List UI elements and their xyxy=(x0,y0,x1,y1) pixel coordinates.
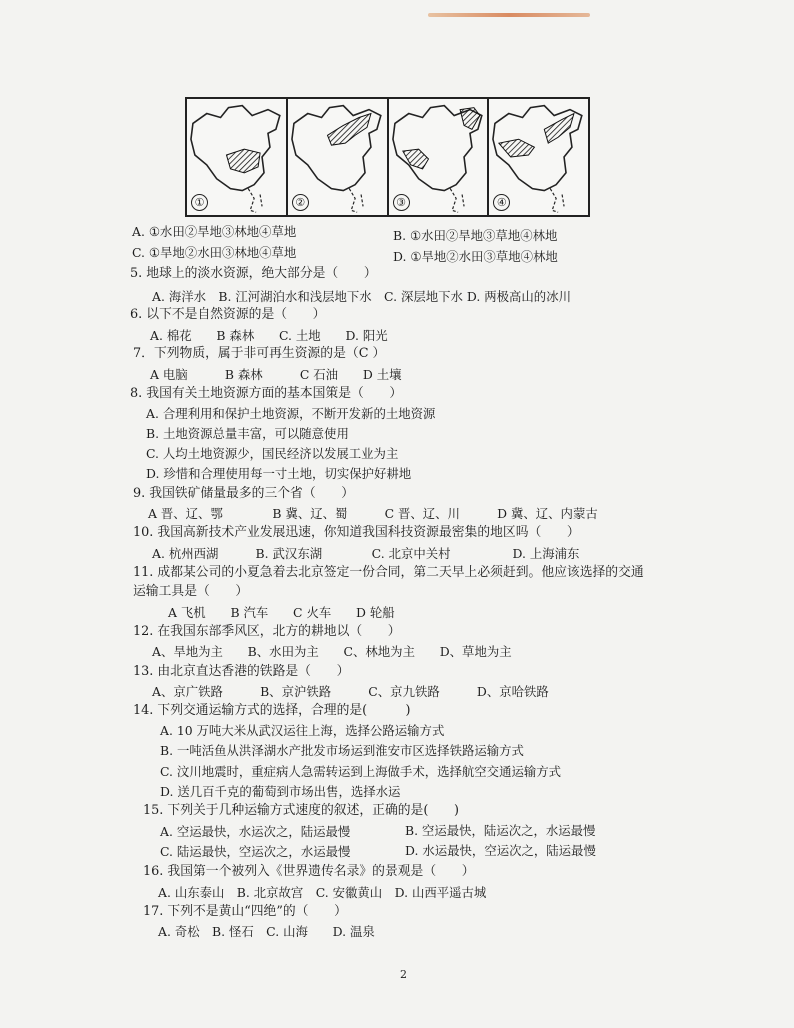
map-panel-4 xyxy=(489,99,588,215)
question-line-q10: 10. 我国高新技术产业发展迅速，你知道我国科技资源最密集的地区吗（ ） xyxy=(133,525,580,540)
question-line-q16: 16. 我国第一个被列入《世界遗传名录》的景观是（ ） xyxy=(143,864,475,879)
page-number: 2 xyxy=(400,968,407,981)
question-line-q8-a: A. 合理利用和保护土地资源，不断开发新的土地资源 xyxy=(146,406,436,421)
question-line-q13: 13. 由北京直达香港的铁路是（ ） xyxy=(133,664,350,679)
question-line-q8: 8. 我国有关土地资源方面的基本国策是（ ） xyxy=(130,386,403,401)
question-line-q8-d: D. 珍惜和合理使用每一寸土地，切实保护好耕地 xyxy=(146,466,412,481)
question-line-q8-b: B. 土地资源总量丰富，可以随意使用 xyxy=(146,426,349,441)
question-line-q6-opts: A. 棉花 B 森林 C. 土地 D. 阳光 xyxy=(150,328,388,343)
question-line-q11-opts: A 飞机 B 汽车 C 火车 D 轮船 xyxy=(168,605,395,620)
question-line-q17-opts: A. 奇松 B. 怪石 C. 山海 D. 温泉 xyxy=(158,924,375,939)
question-line-q14: 14. 下列交通运输方式的选择，合理的是( ) xyxy=(133,703,411,718)
question-line-q10-opts: A. 杭州西湖 B. 武汉东湖 C. 北京中关村 D. 上海浦东 xyxy=(152,546,580,561)
question-line-q5-opts: A. 海洋水 B. 江河湖泊水和浅层地下水 C. 深层地下水 D. 两极高山的冰川 xyxy=(152,289,571,304)
question-line-q7: 7．下列物质，属于非可再生资源的是（C ） xyxy=(133,346,386,361)
question-line-q14-c: C. 汶川地震时，重症病人急需转运到上海做手术，选择航空交通运输方式 xyxy=(160,764,562,779)
question-line-q4-d: D. ①旱地②水田③草地④林地 xyxy=(393,249,558,264)
question-line-q4-b: B. ①水田②旱地③草地④林地 xyxy=(393,228,558,243)
question-line-q12-opts: A、旱地为主 B、水田为主 C、林地为主 D、草地为主 xyxy=(152,644,512,659)
map-label-4: ④ xyxy=(493,194,510,211)
map-panel-3 xyxy=(389,99,490,215)
map-label-1: ① xyxy=(191,194,208,211)
question-line-q4-a: A. ①水田②旱地③林地④草地 xyxy=(132,224,297,239)
question-line-q11-b: 运输工具是（ ） xyxy=(133,584,249,599)
question-line-q8-c: C. 人均土地资源少，国民经济以发展工业为主 xyxy=(146,446,399,461)
question-line-q16-opts: A. 山东泰山 B. 北京故宫 C. 安徽黄山 D. 山西平遥古城 xyxy=(158,885,487,900)
question-line-q15-a: A. 空运最快，水运次之，陆运最慢 xyxy=(160,824,351,839)
question-line-q17: 17. 下列不是黄山“四绝”的（ ） xyxy=(143,904,347,919)
scan-stripe xyxy=(428,13,590,17)
question-line-q15-b: B. 空运最快，陆运次之，水运最慢 xyxy=(405,823,596,838)
question-line-q14-a: A. 10 万吨大米从武汉运往上海，选择公路运输方式 xyxy=(160,723,445,738)
question-line-q12: 12. 在我国东部季风区，北方的耕地以（ ） xyxy=(133,624,401,639)
map-panel-1 xyxy=(187,99,288,215)
question-line-q5: 5. 地球上的淡水资源，绝大部分是（ ） xyxy=(130,266,377,281)
question-line-q15-d: D. 水运最快，空运次之，陆运最慢 xyxy=(405,843,596,858)
map-label-2: ② xyxy=(292,194,309,211)
question-line-q14-b: B. 一吨活鱼从洪泽湖水产批发市场运到淮安市区选择铁路运输方式 xyxy=(160,743,524,758)
question-line-q6: 6. 以下不是自然资源的是（ ） xyxy=(130,307,326,322)
question-line-q9: 9. 我国铁矿储量最多的三个省（ ） xyxy=(133,486,355,501)
question-line-q15: 15. 下列关于几种运输方式速度的叙述，正确的是( ) xyxy=(143,803,459,818)
question-line-q9-opts: A 晋、辽、鄂 B 冀、辽、蜀 C 晋、辽、川 D 冀、辽、内蒙古 xyxy=(148,506,598,521)
map-label-3: ③ xyxy=(393,194,410,211)
question-line-q11: 11. 成都某公司的小夏急着去北京签定一份合同，第二天早上必须赶到。他应该选择的交通 xyxy=(133,565,644,580)
question-line-q15-c: C. 陆运最快，空运次之，水运最慢 xyxy=(160,844,351,859)
question-line-q14-d: D. 送几百千克的葡萄到市场出售，选择水运 xyxy=(160,784,401,799)
question-line-q13-opts: A、京广铁路 B、京沪铁路 C、京九铁路 D、京哈铁路 xyxy=(152,684,549,699)
question-line-q4-c: C. ①旱地②水田③林地④草地 xyxy=(132,245,297,260)
question-line-q7-opts: A 电脑 B 森林 C 石油 D 土壤 xyxy=(150,367,402,382)
china-map-panels xyxy=(185,97,590,217)
map-panel-2 xyxy=(288,99,389,215)
